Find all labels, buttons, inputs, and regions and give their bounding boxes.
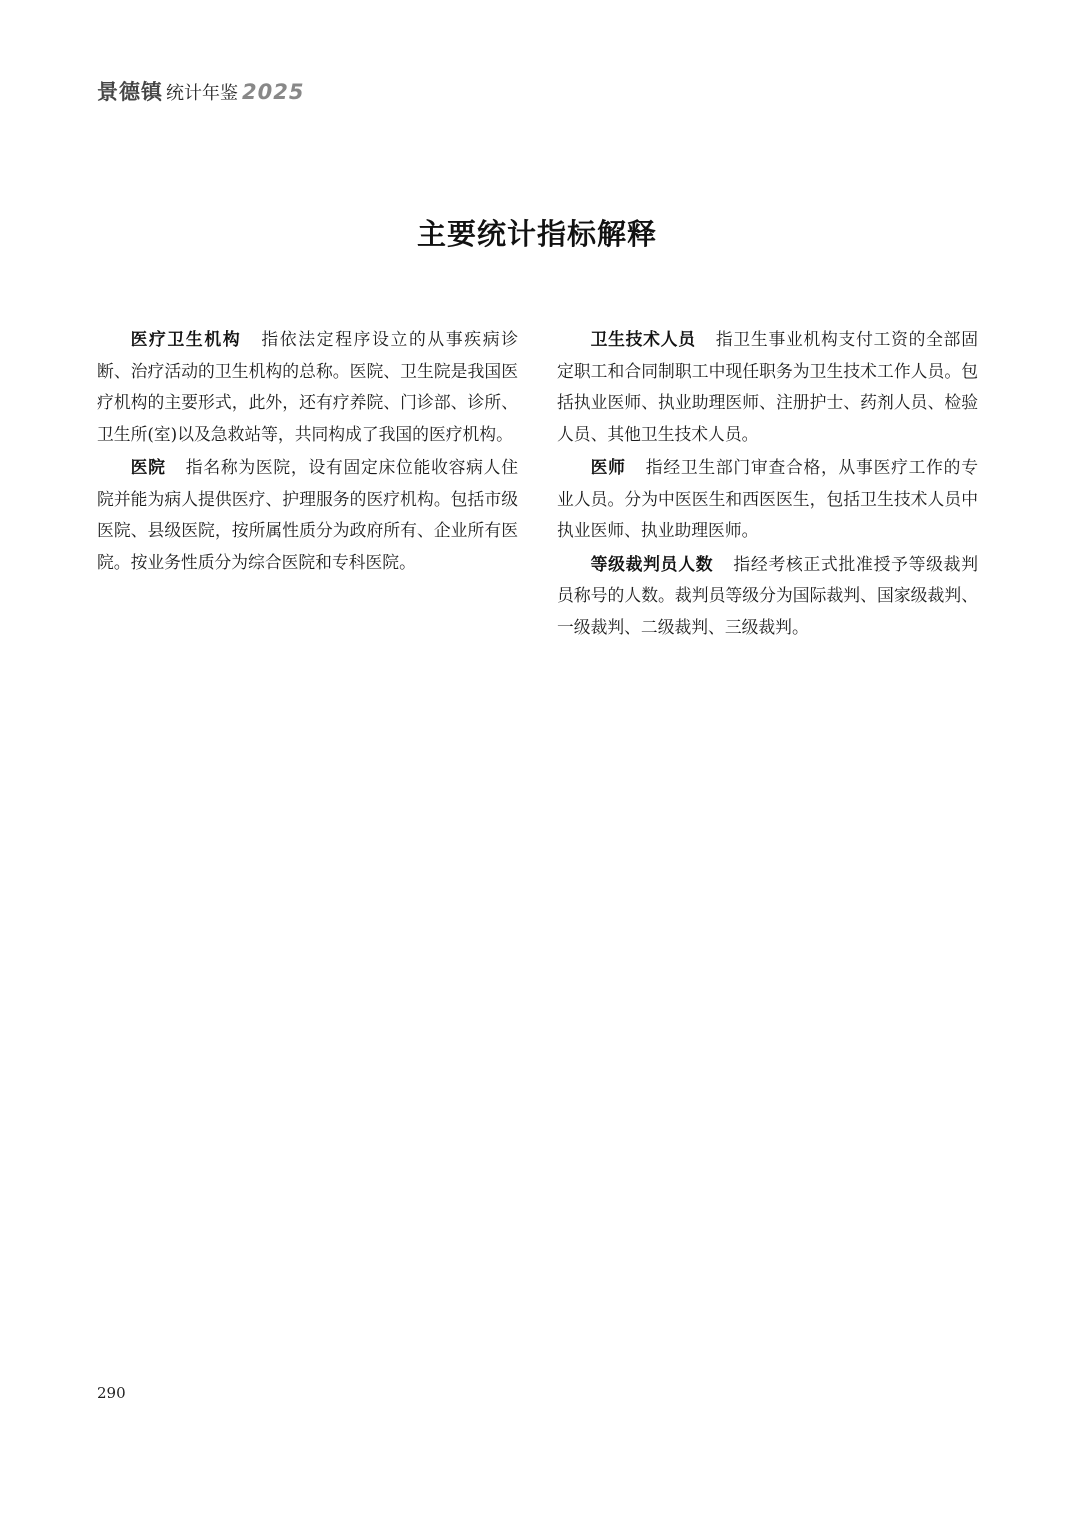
- entry-text: 指名称为医院，设有固定床位能收容病人住院并能为病人提供医疗、护理服务的医疗机构。包括市级医院、县级医院，按所属性质分为政府所有、企业所有医院。按业务性质分为综合医院和专科医院。: [97, 457, 518, 572]
- entry-text: 指卫生事业机构支付工资的全部固定职工和合同制职工中现任职务为卫生技术工作人员。包括执业医师、执业助理医师、注册护士、药剂人员、检验人员、其他卫生技术人员。: [557, 329, 978, 444]
- header-year: 2025: [242, 80, 305, 104]
- entry-text: 指经考核正式批准授予等级裁判员称号的人数。裁判员等级分为国际裁判、国家级裁判、一级裁判、二级裁判、三级裁判。: [557, 553, 978, 637]
- entry-hospital: [97, 452, 518, 578]
- entry-text: 指依法定程序设立的从事疾病诊断、治疗活动的卫生机构的总称。医院、卫生院是我国医疗机构的主要形式，此外，还有疗养院、门诊部、诊所、卫生所(室)以及急救站等，共同构成了我国的医疗机构。: [97, 329, 518, 444]
- entry-graded-referees: [557, 549, 978, 644]
- entry-term: 医院: [130, 457, 166, 477]
- entry-term: 医疗卫生机构: [130, 329, 242, 349]
- right-column: [557, 324, 978, 645]
- entry-health-technicians: [557, 324, 978, 450]
- entry-term: 医师: [590, 457, 626, 477]
- header-book-title: 统计年鉴: [166, 83, 238, 104]
- running-header: [97, 76, 304, 104]
- page-number: 290: [97, 1384, 126, 1402]
- entry-medical-institution: [97, 324, 518, 450]
- entry-term: 卫生技术人员: [590, 329, 696, 349]
- entry-term: 等级裁判员人数: [590, 553, 714, 574]
- left-column: [97, 324, 518, 580]
- page-title: 主要统计指标解释: [416, 217, 657, 251]
- header-city: 景德镇: [97, 80, 163, 104]
- entry-text: 指经卫生部门审查合格，从事医疗工作的专业人员。分为中医医生和西医医生，包括卫生技术人员中执业医师、执业助理医师。: [557, 457, 978, 540]
- entry-physician: [557, 452, 978, 547]
